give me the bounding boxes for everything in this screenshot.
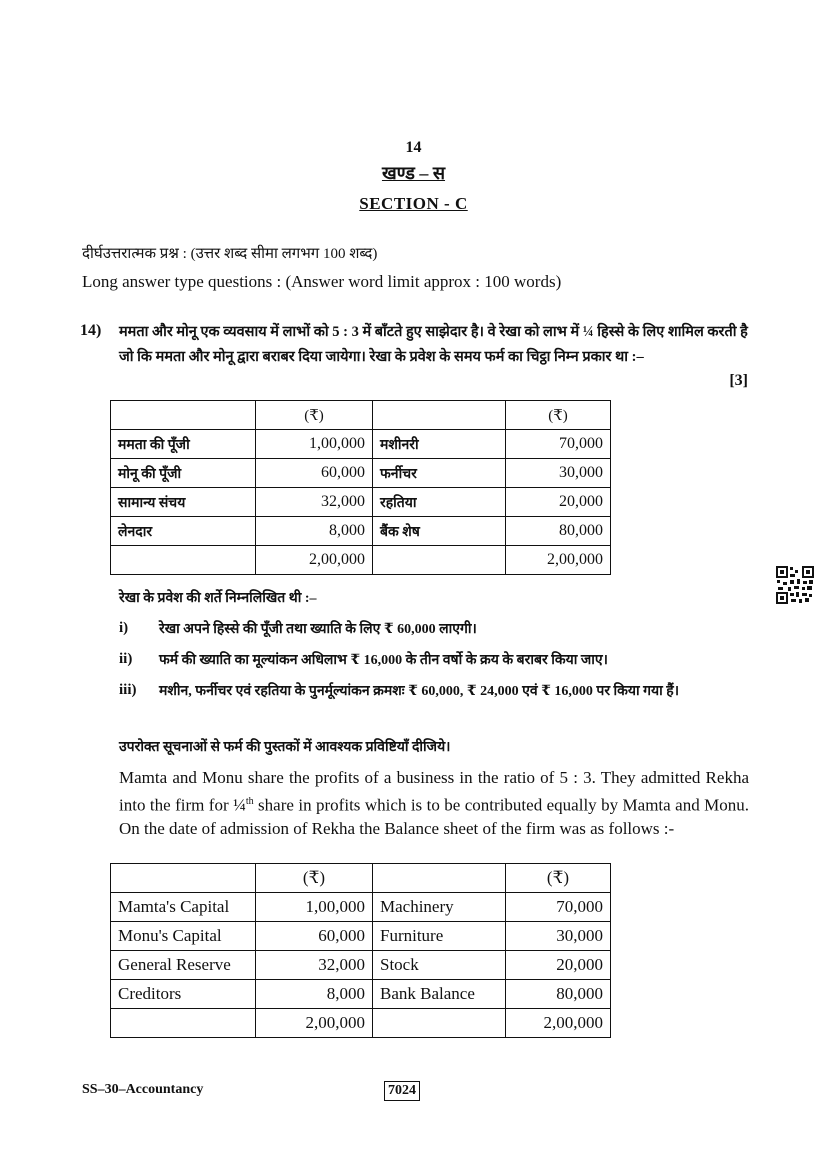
footer-paper-code: 7024 [384,1081,420,1101]
liability-name: Creditors [111,980,256,1009]
total-liabilities: 2,00,000 [256,546,373,575]
asset-name: Stock [373,951,506,980]
table-row [111,430,611,459]
total-label-cell [111,546,256,575]
liability-amount: 8,000 [256,517,373,546]
header-cell [111,864,256,893]
asset-name: Bank Balance [373,980,506,1009]
table-row [111,980,611,1009]
condition-numeral: iii) [119,682,137,698]
currency-header: (₹) [506,864,611,893]
currency-header: (₹) [256,401,373,430]
liability-amount: 1,00,000 [256,430,373,459]
liability-name: मोनू की पूँजी [111,459,256,488]
asset-amount: 20,000 [506,488,611,517]
table-total-row [111,546,611,575]
total-liabilities: 2,00,000 [256,1009,373,1038]
liability-amount: 60,000 [256,459,373,488]
liability-amount: 60,000 [256,922,373,951]
balance-sheet-hindi [110,400,611,575]
question-text-english [119,766,749,840]
question-text-english-part2: share in profits which is to be contributed equally by Mamta and Monu. On the date of admission of Rekha the Balance sheet of the firm was as follows :- [119,795,749,838]
table-header-row [111,401,611,430]
condition-text: फर्म की ख्याति का मूल्यांकन अधिलाभ ₹ 16,000 के तीन वर्षो के क्रय के बराबर किया जाए। [159,653,608,668]
total-label-cell [111,1009,256,1038]
instruction-hindi: उपरोक्त सूचनाओं से फर्म की पुस्तकों में आवश्यक प्रविष्टियाँ दीजिये। [119,740,451,755]
table-row [111,459,611,488]
long-answer-instruction-english: Long answer type questions : (Answer word limit approx : 100 words) [82,272,562,291]
total-assets: 2,00,000 [506,1009,611,1038]
balance-sheet-english [110,863,611,1038]
condition-text: मशीन, फर्नीचर एवं रहतिया के पुनर्मूल्यांकन क्रमशः ₹ 60,000, ₹ 24,000 एवं ₹ 16,000 पर किया गया हैं। [159,684,680,699]
liability-amount: 32,000 [256,488,373,517]
total-label-cell [373,546,506,575]
asset-name: मशीनरी [373,430,506,459]
asset-name: फर्नीचर [373,459,506,488]
total-label-cell [373,1009,506,1038]
section-title-english: SECTION - C [359,194,468,213]
liability-name: General Reserve [111,951,256,980]
asset-amount: 80,000 [506,980,611,1009]
header-cell [373,864,506,893]
asset-amount: 20,000 [506,951,611,980]
question-text-hindi: ममता और मोनू एक व्यवसाय में लाभों को 5 : 3 में बाँटते हुए साझेदार है। वे रेखा को लाभ में ¼ हिस्से के लिए शामिल करती है जो कि ममता और मोनू द्वारा बराबर दिया जायेगा। रेखा के प्रवेश के समय फर्म का चिट्ठा निम्न प्रकार था :– [119,324,748,365]
liability-name: सामान्य संचय [111,488,256,517]
asset-name: रहतिया [373,488,506,517]
asset-name: बैंक शेष [373,517,506,546]
header-cell [373,401,506,430]
question-marks: [3] [729,372,748,389]
table-row [111,893,611,922]
question-text-english-part1: Mamta and Monu share the profits of a business in the ratio of 5 : 3. They admitted Rekha into the firm for ¼ [119,768,749,815]
liability-name: ममता की पूँजी [111,430,256,459]
long-answer-instruction-hindi: दीर्घउत्तरात्मक प्रश्न : (उत्तर शब्द सीमा लगभग 100 शब्द) [82,246,378,262]
condition-numeral: i) [119,620,129,636]
table-row [111,488,611,517]
asset-amount: 30,000 [506,922,611,951]
total-assets: 2,00,000 [506,546,611,575]
ordinal-suffix: th [245,795,254,807]
qr-code-icon [776,566,814,604]
condition-numeral: ii) [119,651,133,667]
asset-name: Machinery [373,893,506,922]
liability-amount: 1,00,000 [256,893,373,922]
page-number: 14 [405,139,422,156]
table-total-row [111,1009,611,1038]
question-number: 14) [80,322,102,339]
asset-amount: 70,000 [506,430,611,459]
table-header-row [111,864,611,893]
liability-name: लेनदार [111,517,256,546]
conditions-heading: रेखा के प्रवेश की शर्ते निम्नलिखित थी :– [119,591,317,606]
liability-name: Monu's Capital [111,922,256,951]
currency-header: (₹) [256,864,373,893]
asset-amount: 80,000 [506,517,611,546]
asset-amount: 70,000 [506,893,611,922]
table-row [111,951,611,980]
liability-name: Mamta's Capital [111,893,256,922]
table-row [111,922,611,951]
liability-amount: 32,000 [256,951,373,980]
footer-subject-code: SS–30–Accountancy [82,1082,204,1097]
asset-amount: 30,000 [506,459,611,488]
section-title-hindi: खण्ड – स [381,163,446,183]
header-cell [111,401,256,430]
condition-text: रेखा अपने हिस्से की पूँजी तथा ख्याति के लिए ₹ 60,000 लाएगी। [159,622,477,637]
liability-amount: 8,000 [256,980,373,1009]
table-row [111,517,611,546]
currency-header: (₹) [506,401,611,430]
asset-name: Furniture [373,922,506,951]
